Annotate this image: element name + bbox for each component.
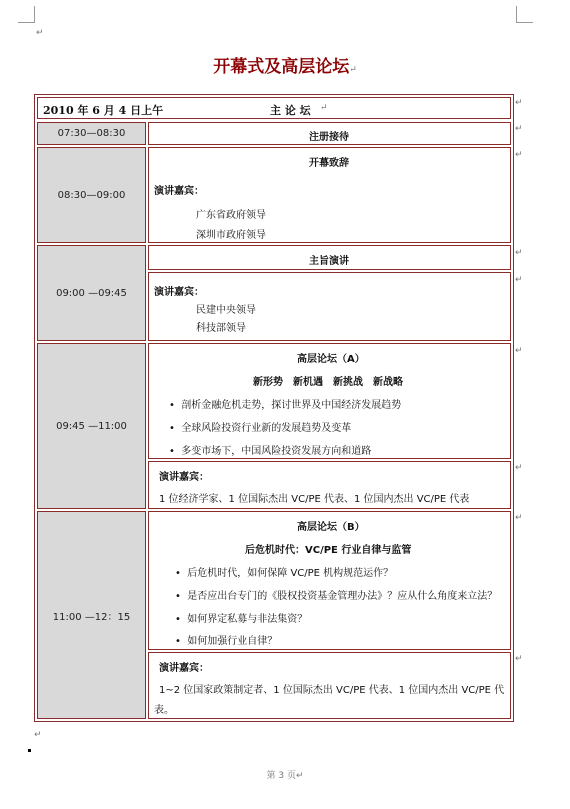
header-row: 2010 年 6 月 4 日上午 主 论 坛 ↵ [37, 97, 511, 119]
session-cell [148, 343, 511, 459]
session-title: 主旨演讲 [309, 256, 349, 267]
session-title: 注册接待 [309, 132, 349, 143]
session-subtitle: 后危机时代：VC/PE 行业自律与监管 [245, 545, 412, 556]
row-end-mark: ↵ [515, 124, 523, 134]
session-cell [148, 147, 511, 243]
paragraph-mark: ↵ [34, 730, 42, 740]
time-cell [37, 147, 146, 243]
speakers-label: 演讲嘉宾： [154, 287, 204, 298]
time-label: 09:00 —09:45 [56, 287, 127, 299]
row-end-mark: ↵ [515, 98, 523, 108]
time-label: 11:00 —12：15 [52, 611, 131, 623]
row-end-mark: ↵ [515, 513, 523, 523]
bullet-dot [28, 749, 31, 752]
bullet-item: • 剖析金融危机走势，探讨世界及中国经济发展趋势 [169, 400, 402, 411]
speaker-item: 深圳市政府领导 [196, 230, 266, 241]
speaker-item: 民建中央领导 [196, 305, 256, 316]
bullet-item: • 如何界定私募与非法集资？ [175, 614, 308, 625]
row-end-mark: ↵ [515, 654, 523, 664]
schedule-table [34, 94, 514, 722]
page-title: 开幕式及高层论坛↵ [213, 57, 357, 77]
session-title: 高层论坛（B） [297, 522, 365, 533]
session-cell [148, 652, 511, 719]
bullet-item: • 后危机时代，如何保障 VC/PE 机构规范运作？ [175, 568, 394, 579]
session-title: 高层论坛（A） [297, 354, 365, 365]
page-footer: 第 3 页↵ [266, 771, 304, 781]
crop-mark-top-right [516, 6, 533, 23]
page-number: 第 3 页 [266, 771, 296, 781]
speakers-text: 1 位经济学家、1 位国际杰出 VC/PE 代表、1 位国内杰出 VC/PE 代表 [159, 494, 470, 505]
time-label: 08:30—09:00 [57, 189, 126, 201]
header-forum: 主 论 坛 [270, 104, 311, 117]
paragraph-mark: ↵ [36, 28, 44, 38]
row-end-mark: ↵ [515, 463, 523, 473]
speakers-label: 演讲嘉宾： [159, 472, 209, 483]
time-label: 09:45 —11:00 [56, 420, 127, 432]
row-end-mark: ↵ [515, 150, 523, 160]
time-cell [37, 511, 146, 719]
session-cell [148, 122, 511, 145]
crop-mark-top-left [18, 6, 35, 23]
speakers-text: 1~2 位国家政策制定者、1 位国际杰出 VC/PE 代表、1 位国内杰出 VC/PE 代 [159, 685, 505, 696]
title-text: 开幕式及高层论坛 [213, 57, 350, 77]
time-label: 07:30—08:30 [57, 128, 126, 139]
bullet-item: • 如何加强行业自律？ [175, 636, 278, 647]
header-date: 2010 年 6 月 4 日上午 [43, 104, 164, 117]
speakers-label: 演讲嘉宾： [154, 186, 204, 197]
speakers-label: 演讲嘉宾： [159, 663, 209, 674]
bullet-item: • 多变市场下，中国风险投资发展方向和道路 [169, 446, 372, 457]
session-cell [148, 461, 511, 509]
row-end-mark: ↵ [515, 346, 523, 356]
bullet-item: • 全球风险投资行业新的发展趋势及变革 [169, 423, 352, 434]
session-subtitle: 新形势 新机遇 新挑战 新战略 [253, 377, 403, 388]
speaker-item: 广东省政府领导 [196, 210, 266, 221]
time-cell [37, 343, 146, 509]
speaker-item: 科技部领导 [196, 323, 246, 334]
row-end-mark: ↵ [515, 248, 523, 258]
session-cell [148, 245, 511, 270]
session-cell [148, 511, 511, 650]
time-cell [37, 245, 146, 341]
speakers-text: 表。 [154, 705, 174, 716]
time-cell [37, 122, 146, 145]
session-cell [148, 272, 511, 341]
row-end-mark: ↵ [515, 275, 523, 285]
bullet-item: • 是否应出台专门的《股权投资基金管理办法》？应从什么角度来立法？ [175, 591, 498, 602]
session-title: 开幕致辞 [309, 158, 349, 169]
